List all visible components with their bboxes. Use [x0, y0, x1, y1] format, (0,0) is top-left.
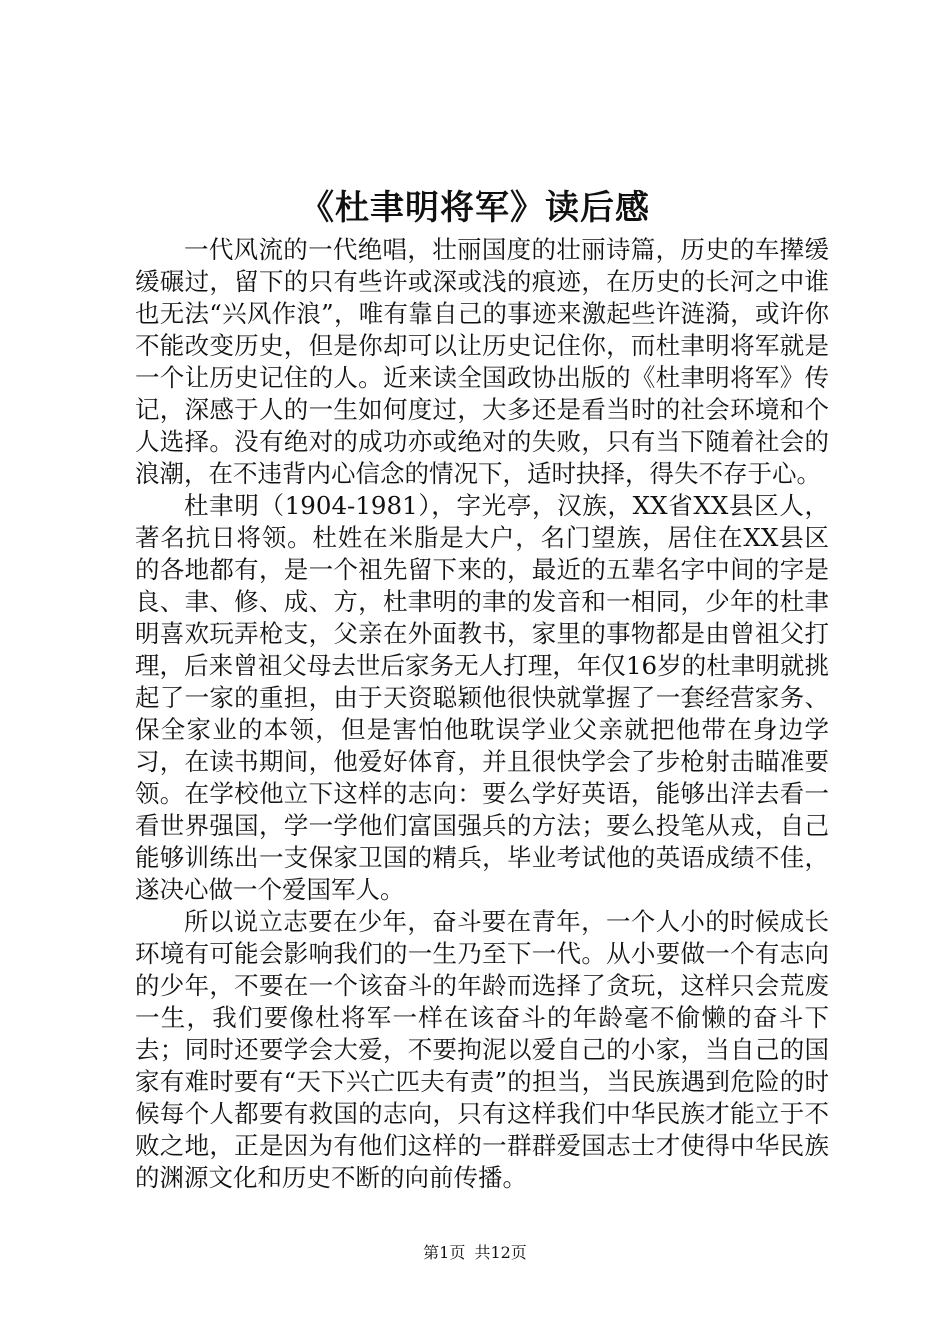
paragraph-1: 一代风流的一代绝唱，壮丽国度的壮丽诗篇，历史的车撵缓缓碾过，留下的只有些许或深或浅的痕迹，在历史的长河之中谁也无法“兴风作浪”，唯有靠自己的事迹来激起些许涟漪，或许你不能改变历史，但是你却可以让历史记住你，而杜聿明将军就是一个让历史记住的人。近来读全国政协出版的《杜聿明将军》传记，深感于人的一生如何度过，大多还是看当时的社会环境和个人选择。没有绝对的成功亦或绝对的失败，只有当下随着社会的浪潮，在不违背内心信念的情况下，适时抉择，得失不存于心。	[135, 235, 829, 488]
paragraph-2: 杜聿明（1904-1981），字光亭，汉族，XX省XX县区人，著名抗日将领。杜姓在米脂是大户，名门望族，居住在XX县区的各地都有，是一个祖先留下来的，最近的五辈名字中间的字是良、聿、修、成、方，杜聿明的聿的发音和一相同，少年的杜聿明喜欢玩弄枪支，父亲在外面教书，家里的事物都是由曾祖父打理，后来曾祖父母去世后家务无人打理，年仅16岁的杜聿明就挑起了一家的重担，由于天资聪颖他很快就掌握了一套经营家务、保全家业的本领，但是害怕他耽误学业父亲就把他带在身边学习，在读书期间，他爱好体育，并且很快学会了步枪射击瞄准要领。在学校他立下这样的志向：要么学好英语，能够出洋去看一看世界强国，学一学他们富国强兵的方法；要么投笔从戎，自己能够训练出一支保家卫国的精兵，毕业考试他的英语成绩不佳，遂决心做一个爱国军人。	[135, 491, 829, 904]
page-footer: 第1页 共12页	[423, 1243, 527, 1262]
document-title: 《杜聿明将军》读后感	[300, 188, 650, 228]
document-body	[135, 234, 829, 1194]
paragraph-3: 所以说立志要在少年，奋斗要在青年，一个人小的时候成长环境有可能会影响我们的一生乃至下一代。从小要做一个有志向的少年，不要在一个该奋斗的年龄而选择了贪玩，这样只会荒废一生，我们要像杜将军一样在该奋斗的年龄毫不偷懒的奋斗下去；同时还要学会大爱，不要拘泥以爱自己的小家，当自己的国家有难时要有“天下兴亡匹夫有责”的担当，当民族遇到危险的时候每个人都要有救国的志向，只有这样我们中华民族才能立于不败之地，正是因为有他们这样的一群群爱国志士才使得中华民族的渊源文化和历史不断的向前传播。	[135, 907, 829, 1192]
